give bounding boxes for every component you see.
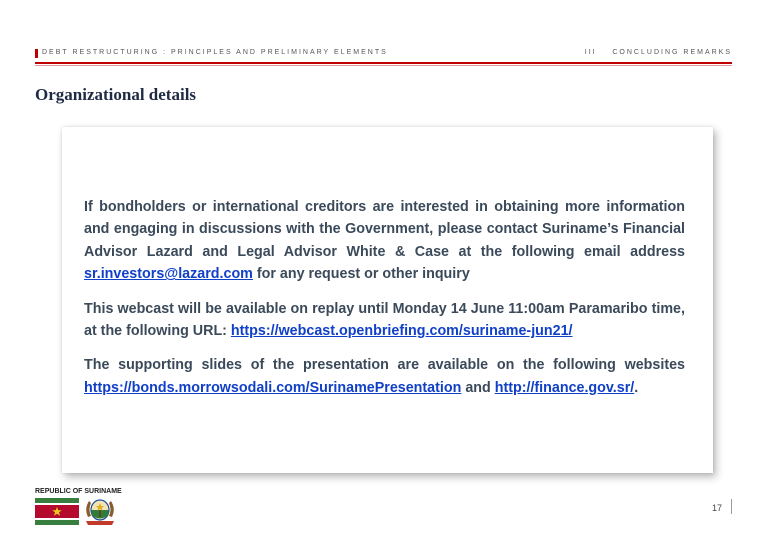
- coat-of-arms-icon: [82, 495, 118, 527]
- paragraph-text: This webcast will be available on replay until Monday 14 June 11:00am Paramaribo time, at the following URL:: [84, 300, 685, 340]
- header-chapter-title: III CONCLUDING REMARKS: [584, 49, 732, 56]
- header-rule-thin: [35, 65, 732, 66]
- webcast-link[interactable]: https://webcast.openbriefing.com/suriname-jun21/: [230, 323, 573, 340]
- content-text: [84, 196, 685, 411]
- paragraph-text: .: [634, 379, 639, 396]
- country-label: REPUBLIC OF SURINAME: [35, 488, 122, 495]
- paragraph-webcast: [84, 298, 685, 343]
- paragraph-text: If bondholders or international creditors are interested in obtaining more information and engaging in discussions with the Government, please contact Suriname’s Financial Advisor Lazard and Legal Advisor White & Case at the following email address: [84, 199, 685, 260]
- header-rule: [35, 62, 732, 64]
- page-number: 17: [711, 503, 722, 513]
- header-section-title: DEBT RESTRUCTURING : PRINCIPLES AND PRELIMINARY ELEMENTS: [42, 49, 388, 56]
- page-number-divider: [731, 499, 732, 514]
- page-title: Organizational details: [35, 85, 197, 104]
- paragraph-text: The supporting slides of the presentation are available on the following websites: [84, 357, 685, 374]
- email-link[interactable]: sr.investors@lazard.com: [84, 266, 253, 283]
- suriname-flag-icon: [35, 498, 79, 525]
- header-accent-mark: [35, 49, 38, 58]
- paragraph-text: and: [461, 379, 495, 396]
- paragraph-slides: [84, 354, 685, 399]
- finance-gov-link[interactable]: http://finance.gov.sr/: [494, 379, 635, 396]
- morrowsodali-link[interactable]: https://bonds.morrowsodali.com/SurinamePresentation: [84, 379, 462, 396]
- paragraph-contact: [84, 196, 685, 286]
- paragraph-text: for any request or other inquiry: [252, 266, 470, 283]
